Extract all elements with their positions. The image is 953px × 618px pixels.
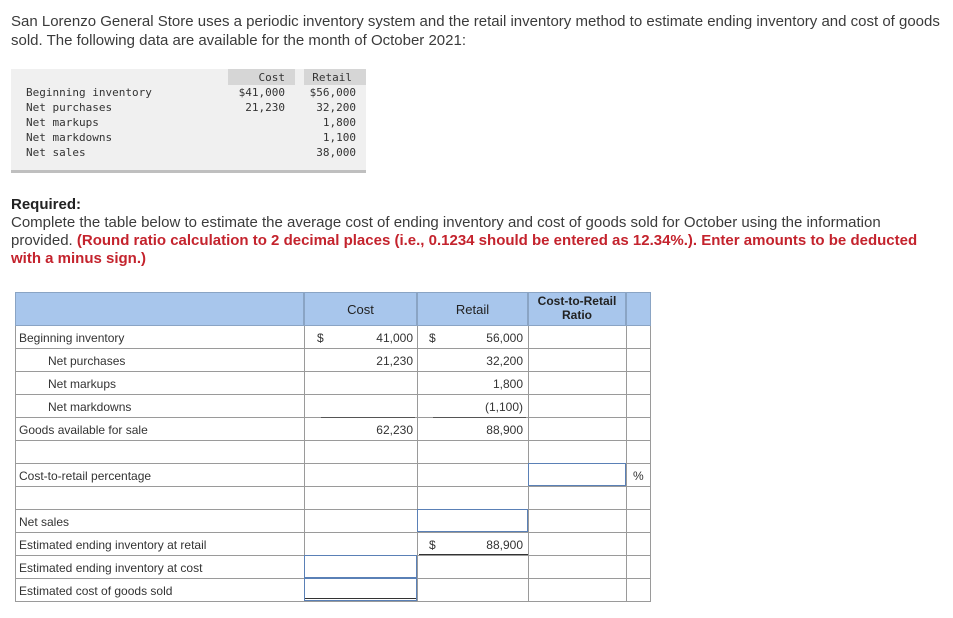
net-purchases-retail: 32,200 [486,354,523,368]
goods-available-retail: 88,900 [486,423,523,437]
required-heading: Required: [11,196,82,213]
goods-available-cost: 62,230 [376,423,413,437]
row-label-net-purchases: Net purchases [48,354,126,368]
row-label-beginning-inventory: Beginning inventory [19,331,125,345]
data-retail: $56,000 [309,86,356,99]
header-cost: Cost [347,302,374,317]
given-data-table [11,69,366,173]
header-ratio: Cost-to-Retail Ratio [537,294,617,322]
net-markups-retail: 1,800 [492,377,523,391]
dollar-sign: $ [317,331,324,345]
data-retail: 38,000 [316,146,356,159]
net-sales-retail-input[interactable] [417,509,528,532]
data-label: Net sales [26,146,86,159]
required-note: (Round ratio calculation to 2 decimal places (i.e., 0.1234 should be entered as 12.34%.). Enter amounts to be deducted with a minus sign.) [11,232,918,267]
row-label-cost-to-retail: Cost-to-retail percentage [19,469,152,483]
beginning-inventory-retail: 56,000 [486,331,523,345]
dollar-sign: $ [429,538,436,552]
net-markdowns-retail: (1,100) [484,400,523,414]
est-ending-retail-value: 88,900 [486,538,523,552]
worksheet-table [15,292,651,602]
problem-intro: San Lorenzo General Store uses a periodic inventory system and the retail inventory method to estimate ending inventory and cost of goods sold. The following data are available for the month of October 2021: [11,13,940,49]
header-retail: Retail [455,302,490,317]
data-label: Net markdowns [26,131,113,144]
cost-to-retail-ratio-input[interactable] [528,463,626,486]
row-label-net-sales: Net sales [19,515,70,529]
data-header-retail: Retail [312,71,352,84]
dollar-sign: $ [429,331,436,345]
data-cost: $41,000 [238,86,285,99]
row-label-net-markdowns: Net markdowns [48,400,132,414]
percent-sign: % [633,469,644,483]
row-label-net-markups: Net markups [48,377,117,391]
net-purchases-cost: 21,230 [376,354,413,368]
row-label-est-ending-cost: Estimated ending inventory at cost [19,561,203,575]
row-label-est-cogs: Estimated cost of goods sold [19,584,173,598]
data-header-cost: Cost [258,71,285,84]
data-retail: 32,200 [316,101,356,114]
data-cost: 21,230 [245,101,285,114]
beginning-inventory-cost: 41,000 [376,331,413,345]
required-text: Complete the table below to estimate the average cost of ending inventory and cost of goods sold for October using the information provided. [11,214,881,249]
data-label: Beginning inventory [26,86,152,99]
est-ending-cost-input[interactable] [304,555,417,578]
row-label-est-ending-retail: Estimated ending inventory at retail [19,538,207,552]
data-label: Net markups [26,116,99,129]
required-section [11,196,946,268]
row-label-goods-available: Goods available for sale [19,423,148,437]
data-label: Net purchases [26,101,113,114]
data-retail: 1,800 [322,116,356,129]
data-retail: 1,100 [322,131,356,144]
